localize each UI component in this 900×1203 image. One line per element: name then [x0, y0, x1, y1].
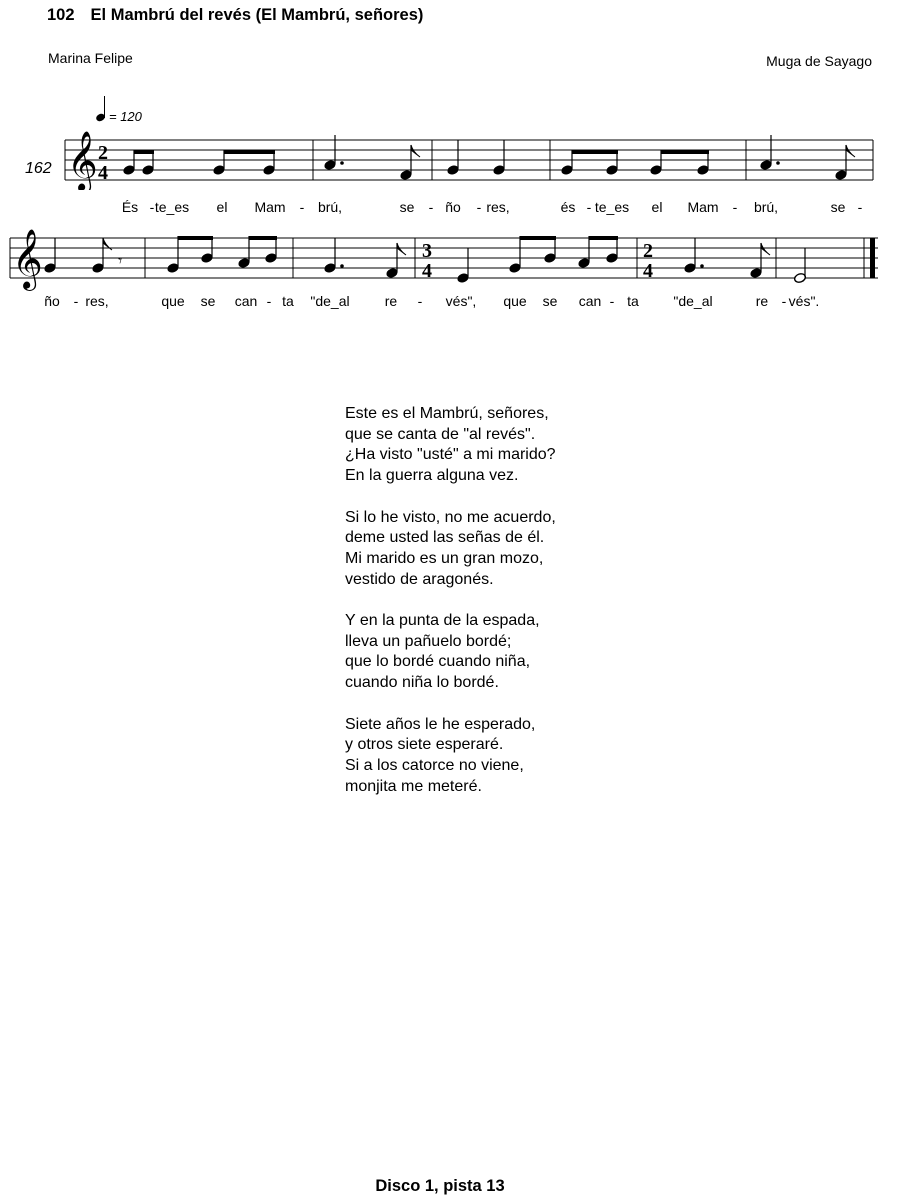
dot — [700, 264, 704, 268]
note-flag — [761, 243, 770, 255]
verse-line: Este es el Mambrú, señores, — [345, 405, 549, 422]
lyric-syllable: - — [299, 199, 305, 215]
beam — [134, 150, 154, 154]
beam — [572, 150, 618, 154]
lyric-syllable: el — [216, 199, 228, 215]
lyric-syllable: És — [121, 199, 139, 215]
lyric-syllable: te_es — [594, 199, 630, 215]
treble-clef-icon: 𝄞 — [12, 229, 43, 289]
beam — [589, 236, 618, 240]
place-name: Muga de Sayago — [766, 53, 872, 69]
lyric-syllable: - — [586, 199, 592, 215]
verse-line: cuando niña lo bordé. — [345, 674, 499, 692]
note-flag — [397, 243, 406, 255]
beam — [178, 236, 213, 240]
lyric-syllable: - — [609, 293, 615, 309]
dot — [776, 161, 780, 165]
staff-system-1 — [0, 130, 900, 190]
verse-line: En la guerra alguna vez. — [345, 467, 519, 485]
verse-line: deme usted las señas de él. — [345, 529, 545, 547]
lyric-syllable: re — [755, 293, 769, 309]
lyric-syllable: re — [384, 293, 398, 309]
lyric-syllable: - — [266, 293, 272, 309]
lyric-syllable: - — [857, 199, 863, 215]
time-signature-numerator: 2 — [98, 142, 108, 164]
lyric-syllable: "de_al — [310, 293, 350, 309]
singer-name: Marina Felipe — [48, 50, 133, 66]
lyric-syllable: - — [476, 199, 482, 215]
verse-line: Si lo he visto, no me acuerdo, — [345, 508, 556, 526]
lyric-syllable: te_es — [154, 199, 190, 215]
note-flag — [411, 145, 420, 157]
lyric-syllable: el — [651, 199, 663, 215]
lyric-syllable: brú, — [753, 199, 779, 215]
dot — [340, 264, 344, 268]
verse-line: ¿Ha visto "usté" a mi marido? — [345, 446, 556, 464]
dot — [340, 161, 344, 165]
lyric-syllable: vés", — [445, 293, 477, 309]
lyric-syllable: que — [503, 293, 527, 309]
lyric-syllable: can — [578, 293, 602, 309]
verse-line: que se canta de "al revés". — [345, 425, 536, 443]
measure-number: 162 — [25, 160, 52, 177]
song-stanzas — [345, 404, 556, 818]
eighth-rest-icon: 𝄾 — [118, 251, 123, 270]
lyric-syllable: vés". — [788, 293, 820, 309]
lyric-syllable: - — [73, 293, 79, 309]
lyric-syllable: ño — [445, 199, 461, 215]
lyric-syllable: - — [781, 293, 787, 309]
verse-line: Si a los catorce no viene, — [345, 756, 524, 774]
lyric-syllable: ta — [282, 293, 294, 309]
lyric-syllable: - — [732, 199, 738, 215]
lyric-syllable: can — [234, 293, 258, 309]
lyric-syllable: Mam — [254, 199, 286, 215]
song-title-text: El Mambrú del revés (El Mambrú, señores) — [90, 6, 424, 24]
time-signature-denominator: 4 — [422, 260, 432, 282]
stanza — [345, 508, 556, 591]
stanza — [345, 611, 556, 694]
note-flag — [846, 145, 855, 157]
stanza — [345, 715, 556, 798]
lyric-syllable: se — [830, 199, 846, 215]
verse-line: que lo bordé cuando niña, — [345, 653, 531, 671]
verse-line: vestido de aragonés. — [345, 570, 494, 588]
lyric-syllable: ta — [627, 293, 639, 309]
lyric-syllable: se — [542, 293, 558, 309]
song-title — [47, 6, 423, 25]
lyric-syllable: - — [149, 199, 155, 215]
lyric-syllable: que — [161, 293, 185, 309]
final-barline-thick — [870, 238, 875, 278]
stanza — [345, 404, 556, 487]
lyric-syllable: - — [428, 199, 434, 215]
time-signature-numerator: 3 — [422, 240, 432, 262]
beam — [661, 150, 709, 154]
verse-line: Y en la punta de la espada, — [345, 612, 540, 629]
lyric-syllable: se — [200, 293, 216, 309]
lyric-syllable: res, — [486, 199, 510, 215]
time-signature-numerator: 2 — [643, 240, 653, 262]
treble-clef-icon: 𝄞 — [67, 131, 98, 190]
lyric-syllable: se — [399, 199, 415, 215]
lyric-syllable: brú, — [317, 199, 343, 215]
lyric-syllable: "de_al — [673, 293, 713, 309]
verse-line: lleva un pañuelo bordé; — [345, 632, 512, 650]
tempo-value: = 120 — [109, 109, 142, 124]
lyric-syllable: ño — [44, 293, 60, 309]
lyric-syllable: és — [560, 199, 576, 215]
time-signature-denominator: 4 — [643, 260, 653, 282]
verse-line: Mi marido es un gran mozo, — [345, 549, 544, 567]
lyric-syllable: - — [417, 293, 423, 309]
track-reference: Disco 1, pista 13 — [375, 1177, 505, 1195]
staff-system-2 — [0, 228, 900, 298]
beam — [249, 236, 277, 240]
beam — [520, 236, 556, 240]
lyric-syllable: res, — [85, 293, 109, 309]
beam — [224, 150, 275, 154]
verse-line: y otros siete esperaré. — [345, 736, 504, 754]
song-number: 102 — [47, 6, 75, 24]
verse-line: monjita me meteré. — [345, 777, 482, 795]
time-signature-denominator: 4 — [98, 162, 108, 184]
verse-line: Siete años le he esperado, — [345, 715, 536, 733]
lyric-syllable: Mam — [687, 199, 719, 215]
